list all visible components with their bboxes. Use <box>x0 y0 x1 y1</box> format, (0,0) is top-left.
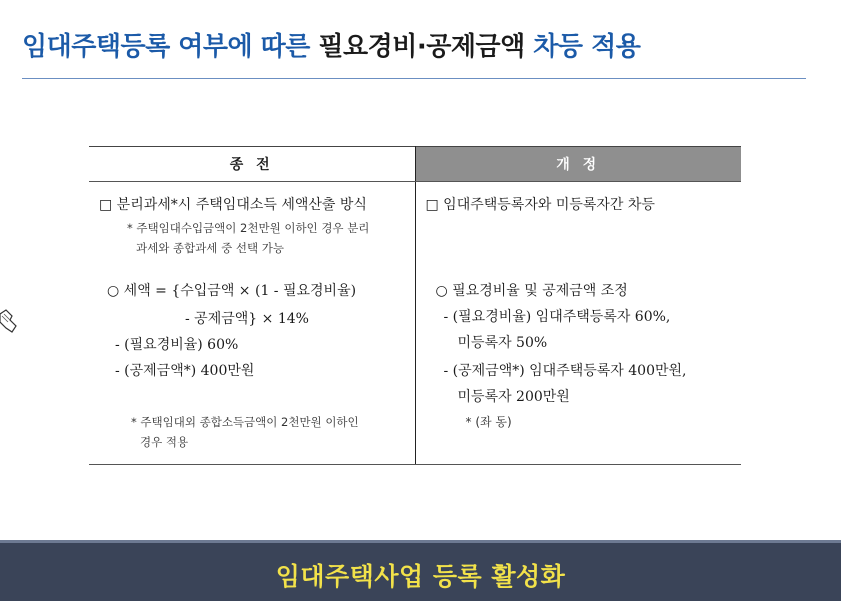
comparison-table <box>89 146 741 465</box>
before-formula-2: - 공제금액} × 14% <box>185 311 309 327</box>
before-note-2-line-2: 경우 적용 <box>140 435 189 449</box>
page-title <box>22 26 640 63</box>
after-sub-1b: 미등록자 50% <box>457 335 548 351</box>
hand-cursor-icon <box>0 300 20 348</box>
before-sub-1: - (필요경비율) 60% <box>115 337 239 353</box>
bottom-banner <box>0 540 841 601</box>
cell-after <box>415 182 741 465</box>
after-sub-2a: - (공제금액*) 임대주택등록자 400만원, <box>443 363 687 379</box>
title-part-2: 필요경비·공제금액 <box>318 32 525 62</box>
before-note-1-line-2: 과세와 종합과세 중 선택 가능 <box>136 241 284 255</box>
title-part-3: 차등 적용 <box>524 32 641 62</box>
before-formula-1: ○ 세액 = {수입금액 × (1 - 필요경비율) <box>107 283 357 299</box>
banner-text: 임대주택사업 등록 활성화 <box>275 562 566 591</box>
after-sub-2b: 미등록자 200만원 <box>457 389 570 405</box>
before-note-2-line-1: * 주택임대외 종합소득금액이 2천만원 이하인 <box>131 415 359 429</box>
after-item-1: □ 임대주택등록자와 미등록자간 차등 <box>425 197 655 213</box>
title-part-1: 임대주택등록 여부에 따른 <box>22 32 319 62</box>
cell-before <box>89 182 415 465</box>
before-note-2 <box>131 412 359 452</box>
before-note-1 <box>127 218 369 258</box>
after-note: * (좌 동) <box>465 415 512 429</box>
before-sub-2: - (공제금액*) 400만원 <box>115 363 255 379</box>
before-note-1-line-1: * 주택임대수입금액이 2천만원 이하인 경우 분리 <box>127 221 370 235</box>
title-divider <box>22 78 806 79</box>
after-adjust: ○ 필요경비율 및 공제금액 조정 <box>435 283 628 299</box>
before-item-1: □ 분리과세*시 주택임대소득 세액산출 방식 <box>99 197 367 213</box>
header-after: 개 정 <box>415 147 741 182</box>
after-sub-1a: - (필요경비율) 임대주택등록자 60%, <box>443 309 671 325</box>
header-before: 종 전 <box>89 147 415 182</box>
